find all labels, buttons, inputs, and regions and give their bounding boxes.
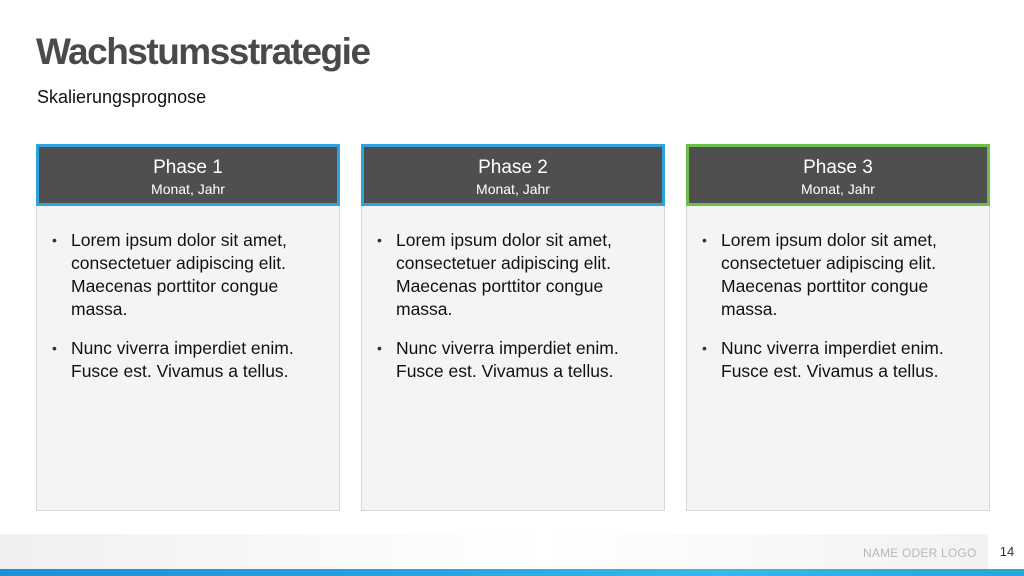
bullet-list [377,229,659,399]
bullet-item [52,337,334,383]
slide-subtitle: Skalierungsprognose [37,87,207,107]
slide-title: Wachstumsstrategie [36,31,370,72]
bullet-item [52,229,334,321]
bullet-icon: • [377,232,382,248]
bullet-text: Lorem ipsum dolor sit amet, consectetuer adipiscing elit. Maecenas porttitor congue massa. [721,230,937,319]
bullet-icon: • [52,232,57,248]
footer-accent-strip [0,569,1024,576]
bullet-list [702,229,984,399]
bullet-text: Lorem ipsum dolor sit amet, consectetuer adipiscing elit. Maecenas porttitor congue massa. [71,230,287,319]
bullet-icon: • [702,232,707,248]
bullet-text: Nunc viverra imperdiet enim. Fusce est. Vivamus a tellus. [396,338,619,381]
bullet-item [702,229,984,321]
phase-card-3 [686,144,990,511]
phase-name: Phase 2 [478,157,548,178]
phase-name: Phase 1 [153,157,223,178]
phase-header [361,144,665,206]
phase-date: Monat, Jahr [151,181,225,197]
bullet-icon: • [377,340,382,356]
footer-logo-placeholder: NAME ODER LOGO [863,546,977,560]
bullet-item [377,337,659,383]
phase-card-2 [361,144,665,511]
page-number: 14 [990,534,1024,569]
footer-bar [0,534,988,569]
bullet-icon: • [52,340,57,356]
bullet-item [377,229,659,321]
bullet-text: Nunc viverra imperdiet enim. Fusce est. Vivamus a tellus. [71,338,294,381]
bullet-icon: • [702,340,707,356]
phase-header [36,144,340,206]
phase-header [686,144,990,206]
bullet-text: Nunc viverra imperdiet enim. Fusce est. Vivamus a tellus. [721,338,944,381]
phase-date: Monat, Jahr [476,181,550,197]
bullet-item [702,337,984,383]
phase-date: Monat, Jahr [801,181,875,197]
bullet-text: Lorem ipsum dolor sit amet, consectetuer adipiscing elit. Maecenas porttitor congue massa. [396,230,612,319]
phase-name: Phase 3 [803,157,873,178]
bullet-list [52,229,334,399]
phase-card-1 [36,144,340,511]
